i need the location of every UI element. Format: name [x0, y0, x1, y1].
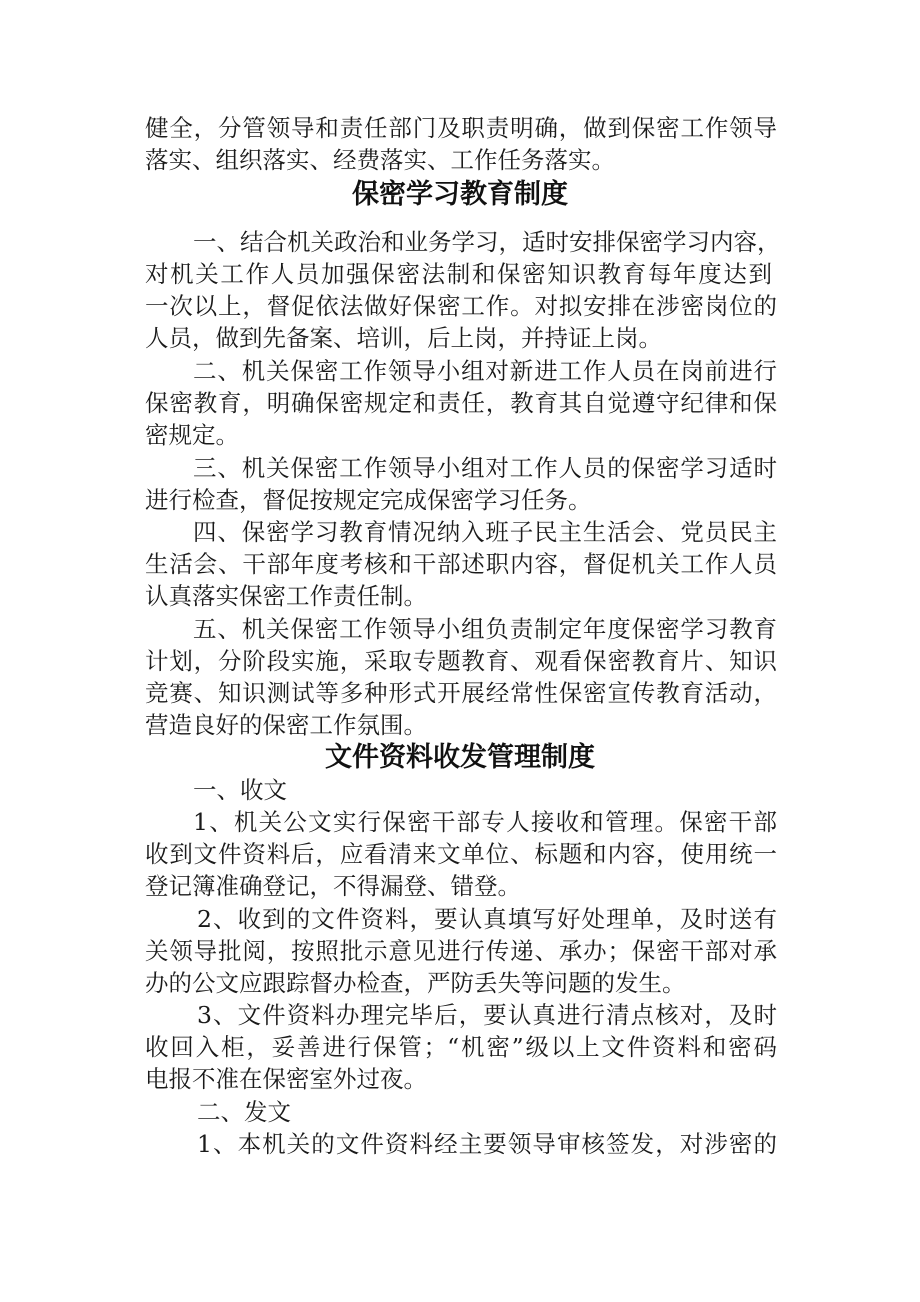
paragraph-line: 电报不准在保密室外过夜。 [145, 1065, 427, 1093]
paragraph-line: 三、机关保密工作领导小组对工作人员的保密学习适时 [193, 454, 777, 482]
paragraph-line: 收到文件资料后，应看清来文单位、标题和内容，使用统一 [145, 840, 777, 868]
section-title: 文件资料收发管理制度 [325, 742, 595, 773]
intro-line: 健全，分管领导和责任部门及职责明确，做到保密工作领导 [145, 114, 777, 142]
subsection-heading: 二、发文 [197, 1098, 291, 1126]
paragraph-line: 一、结合机关政治和业务学习，适时安排保密学习内容， [193, 228, 781, 256]
paragraph-line: 保密教育，明确保密规定和责任，教育其自觉遵守纪律和保 [145, 389, 777, 417]
paragraph-line: 人员，做到先备案、培训，后上岗，并持证上岗。 [145, 324, 662, 352]
paragraph-line: 2、收到的文件资料，要认真填写好处理单，及时送有 [197, 905, 777, 933]
paragraph-line: 密规定。 [145, 421, 239, 449]
paragraph-line: 一次以上，督促依法做好保密工作。对拟安排在涉密岗位的 [145, 292, 777, 320]
paragraph-line: 四、保密学习教育情况纳入班子民主生活会、党员民主 [193, 518, 777, 546]
paragraph-line: 对机关工作人员加强保密法制和保密知识教育每年度达到 [145, 260, 772, 288]
paragraph-line: 生活会、干部年度考核和干部述职内容，督促机关工作人员 [145, 550, 777, 578]
paragraph-line: 关领导批阅，按照批示意见进行传递、承办；保密干部对承 [145, 937, 777, 965]
paragraph-line: 1、本机关的文件资料经主要领导审核签发，对涉密的 [197, 1130, 777, 1158]
paragraph-line: 竞赛、知识测试等多种形式开展经常性保密宣传教育活动， [145, 679, 777, 707]
paragraph-line: 五、机关保密工作领导小组负责制定年度保密学习教育 [193, 615, 777, 643]
paragraph-line: 办的公文应跟踪督办检查，严防丢失等问题的发生。 [145, 969, 686, 997]
paragraph-line: 登记簿准确登记，不得漏登、错登。 [145, 872, 521, 900]
intro-line: 落实、组织落实、经费落实、工作任务落实。 [145, 146, 615, 174]
subsection-heading: 一、收文 [193, 776, 287, 804]
paragraph-line: 3、文件资料办理完毕后，要认真进行清点核对，及时 [197, 1001, 777, 1029]
paragraph-line: 认真落实保密工作责任制。 [145, 582, 427, 610]
paragraph-line: 二、机关保密工作领导小组对新进工作人员在岗前进行 [193, 357, 777, 385]
paragraph-line: 进行检查，督促按规定完成保密学习任务。 [145, 486, 592, 514]
section-title: 保密学习教育制度 [352, 179, 568, 210]
paragraph-line: 营造良好的保密工作氛围。 [145, 711, 427, 739]
paragraph-line: 1、机关公文实行保密干部专人接收和管理。保密干部 [193, 808, 777, 836]
paragraph-line: 计划，分阶段实施，采取专题教育、观看保密教育片、知识 [145, 647, 777, 675]
paragraph-line: 收回入柜，妥善进行保管；“机密”级以上文件资料和密码 [145, 1033, 777, 1061]
